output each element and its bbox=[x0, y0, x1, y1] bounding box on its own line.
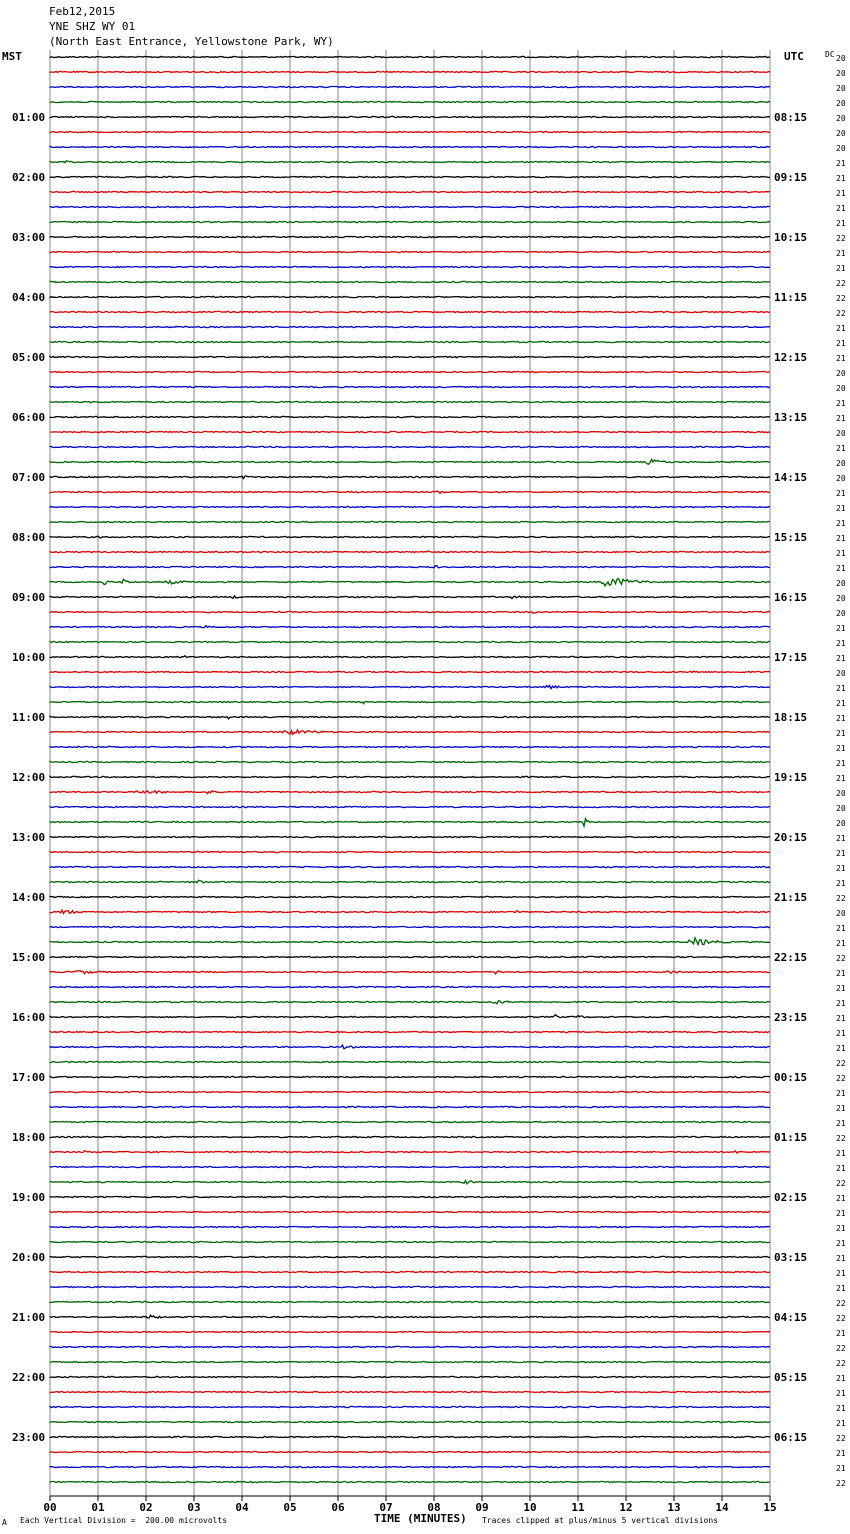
seismic-trace bbox=[50, 266, 770, 267]
seismic-trace bbox=[50, 176, 770, 177]
seismic-trace bbox=[50, 551, 770, 553]
dc-offset-label: 21 bbox=[836, 759, 846, 768]
seismic-trace bbox=[50, 311, 770, 312]
seismic-trace bbox=[50, 1045, 770, 1049]
seismic-trace bbox=[50, 1121, 770, 1122]
dc-offset-label: 21 bbox=[836, 1374, 846, 1383]
x-tick-label: 10 bbox=[523, 1501, 537, 1514]
dc-offset-label: 21 bbox=[836, 339, 846, 348]
seismic-trace bbox=[50, 1466, 770, 1467]
mst-hour-label: 01:00 bbox=[12, 111, 46, 124]
seismic-trace bbox=[50, 446, 770, 447]
mst-hour-label: 23:00 bbox=[12, 1431, 46, 1444]
seismic-trace bbox=[50, 1196, 770, 1197]
dc-offset-label: 22 bbox=[836, 954, 846, 963]
x-tick-label: 09 bbox=[475, 1501, 489, 1514]
mst-hour-label: 12:00 bbox=[12, 771, 46, 784]
seismic-trace bbox=[50, 101, 770, 102]
x-tick-label: 05 bbox=[283, 1501, 297, 1514]
seismic-trace bbox=[50, 626, 770, 628]
dc-offset-label: 21 bbox=[836, 879, 846, 888]
dc-offset-label: 22 bbox=[836, 894, 846, 903]
dc-offset-label: 22 bbox=[836, 1314, 846, 1323]
seismic-trace bbox=[50, 1361, 770, 1362]
dc-offset-label: 20 bbox=[836, 69, 846, 78]
dc-offset-label: 21 bbox=[836, 1419, 846, 1428]
dc-offset-label: 21 bbox=[836, 1119, 846, 1128]
seismic-trace bbox=[50, 880, 770, 883]
x-tick-label: 12 bbox=[619, 1501, 633, 1514]
seismic-trace bbox=[50, 1151, 770, 1154]
seismic-trace bbox=[50, 836, 770, 837]
utc-hour-label: 09:15 bbox=[774, 171, 808, 184]
seismic-trace bbox=[50, 596, 770, 599]
x-tick-label: 02 bbox=[139, 1501, 153, 1514]
dc-offset-label: 21 bbox=[836, 729, 846, 738]
mst-hour-label: 05:00 bbox=[12, 351, 46, 364]
dc-offset-label: 21 bbox=[836, 324, 846, 333]
seismic-trace bbox=[50, 116, 770, 117]
dc-offset-label: 20 bbox=[836, 909, 846, 918]
x-tick-label: 08 bbox=[427, 1501, 441, 1514]
seismic-trace bbox=[50, 938, 770, 945]
seismic-trace bbox=[50, 191, 770, 192]
mst-hour-label: 13:00 bbox=[12, 831, 46, 844]
seismic-trace bbox=[50, 776, 770, 777]
dc-offset-label: 20 bbox=[836, 594, 846, 603]
mst-hour-label: 15:00 bbox=[12, 951, 46, 964]
seismic-trace bbox=[50, 1286, 770, 1287]
dc-offset-label: 22 bbox=[836, 1299, 846, 1308]
mst-hour-label: 20:00 bbox=[12, 1251, 46, 1264]
seismic-trace bbox=[50, 356, 770, 357]
x-tick-label: 13 bbox=[667, 1501, 681, 1514]
seismic-trace bbox=[50, 956, 770, 957]
scale-note: Each Vertical Division = 200.00 microvolts bbox=[20, 1516, 228, 1525]
dc-offset-label: 21 bbox=[836, 654, 846, 663]
seismic-trace bbox=[50, 1241, 770, 1242]
dc-offset-label: 21 bbox=[836, 354, 846, 363]
seismic-trace bbox=[50, 761, 770, 762]
seismic-trace bbox=[50, 1015, 770, 1018]
dc-offset-label: 21 bbox=[836, 519, 846, 528]
dc-offset-label: 21 bbox=[836, 1269, 846, 1278]
utc-hour-label: 10:15 bbox=[774, 231, 808, 244]
seismic-trace bbox=[50, 896, 770, 897]
seismic-trace bbox=[50, 716, 770, 718]
x-tick-label: 00 bbox=[43, 1501, 57, 1514]
seismic-trace bbox=[50, 1271, 770, 1272]
seismic-trace bbox=[50, 641, 770, 642]
dc-offset-label: 21 bbox=[836, 714, 846, 723]
x-tick-label: 03 bbox=[187, 1501, 201, 1514]
utc-hour-label: 14:15 bbox=[774, 471, 808, 484]
seismic-trace bbox=[50, 791, 770, 794]
seismic-trace bbox=[50, 86, 770, 87]
dc-offset-label: 21 bbox=[836, 849, 846, 858]
dc-offset-label: 21 bbox=[836, 1104, 846, 1113]
seismic-trace bbox=[50, 1376, 770, 1377]
dc-offset-label: 21 bbox=[836, 1239, 846, 1248]
seismic-trace bbox=[50, 1076, 770, 1077]
utc-hour-label: 18:15 bbox=[774, 711, 808, 724]
dc-offset-label: 21 bbox=[836, 774, 846, 783]
utc-hour-label: 16:15 bbox=[774, 591, 808, 604]
dc-offset-label: 20 bbox=[836, 609, 846, 618]
seismic-trace bbox=[50, 71, 770, 72]
dc-offset-label: 20 bbox=[836, 384, 846, 393]
dc-offset-label: 21 bbox=[836, 399, 846, 408]
seismic-trace bbox=[50, 1301, 770, 1302]
dc-offset-label: 21 bbox=[836, 1389, 846, 1398]
seismic-trace bbox=[50, 1315, 770, 1318]
seismic-trace bbox=[50, 578, 770, 586]
dc-offset-label: 21 bbox=[836, 174, 846, 183]
seismic-trace bbox=[50, 1256, 770, 1257]
seismic-trace bbox=[50, 1331, 770, 1332]
dc-offset-label: 21 bbox=[836, 1464, 846, 1473]
seismic-trace bbox=[50, 746, 770, 747]
seismic-trace bbox=[50, 819, 770, 826]
dc-offset-label: 20 bbox=[836, 429, 846, 438]
seismic-trace bbox=[50, 251, 770, 252]
utc-hour-label: 00:15 bbox=[774, 1071, 808, 1084]
seismic-trace bbox=[50, 1436, 770, 1437]
seismic-trace bbox=[50, 611, 770, 613]
dc-offset-label: 22 bbox=[836, 1179, 846, 1188]
seismic-trace bbox=[50, 701, 770, 703]
utc-hour-label: 04:15 bbox=[774, 1311, 808, 1324]
seismic-trace bbox=[50, 341, 770, 342]
dc-offset-label: 21 bbox=[836, 564, 846, 573]
utc-hour-label: 20:15 bbox=[774, 831, 808, 844]
seismic-trace bbox=[50, 656, 770, 658]
dc-offset-label: 20 bbox=[836, 84, 846, 93]
mst-hour-label: 18:00 bbox=[12, 1131, 46, 1144]
utc-hour-label: 02:15 bbox=[774, 1191, 808, 1204]
dc-offset-label: 21 bbox=[836, 639, 846, 648]
dc-offset-label: 21 bbox=[836, 189, 846, 198]
dc-offset-label: 20 bbox=[836, 129, 846, 138]
dc-offset-label: 20 bbox=[836, 99, 846, 108]
dc-offset-label: 20 bbox=[836, 804, 846, 813]
dc-offset-label: 21 bbox=[836, 699, 846, 708]
seismic-trace bbox=[50, 146, 770, 147]
utc-hour-label: 23:15 bbox=[774, 1011, 808, 1024]
mst-hour-label: 14:00 bbox=[12, 891, 46, 904]
dc-header-label: DC bbox=[825, 50, 835, 59]
seismic-trace bbox=[50, 971, 770, 974]
seismic-trace bbox=[50, 236, 770, 237]
dc-offset-label: 21 bbox=[836, 999, 846, 1008]
dc-offset-label: 20 bbox=[836, 819, 846, 828]
dc-offset-label: 22 bbox=[836, 1059, 846, 1068]
dc-offset-label: 21 bbox=[836, 534, 846, 543]
seismic-trace bbox=[50, 401, 770, 402]
dc-offset-label: 21 bbox=[836, 1209, 846, 1218]
dc-offset-label: 22 bbox=[836, 1074, 846, 1083]
dc-offset-label: 21 bbox=[836, 1284, 846, 1293]
seismic-trace bbox=[50, 1106, 770, 1107]
utc-hour-label: 06:15 bbox=[774, 1431, 808, 1444]
seismic-trace bbox=[50, 161, 770, 163]
dc-offset-label: 21 bbox=[836, 864, 846, 873]
utc-hour-label: 13:15 bbox=[774, 411, 808, 424]
dc-offset-label: 21 bbox=[836, 219, 846, 228]
mst-hour-label: 11:00 bbox=[12, 711, 46, 724]
dc-offset-label: 20 bbox=[836, 474, 846, 483]
dc-offset-label: 22 bbox=[836, 1434, 846, 1443]
dc-offset-label: 21 bbox=[836, 1149, 846, 1158]
utc-hour-label: 03:15 bbox=[774, 1251, 808, 1264]
seismic-trace bbox=[50, 476, 770, 479]
seismic-trace bbox=[50, 1451, 770, 1452]
seismic-trace bbox=[50, 685, 770, 688]
dc-offset-label: 21 bbox=[836, 1224, 846, 1233]
dc-offset-label: 22 bbox=[836, 1479, 846, 1488]
seismic-trace bbox=[50, 1061, 770, 1062]
seismic-trace bbox=[50, 431, 770, 432]
dc-offset-label: 22 bbox=[836, 309, 846, 318]
dc-offset-label: 21 bbox=[836, 984, 846, 993]
seismic-trace bbox=[50, 1001, 770, 1004]
dc-offset-label: 21 bbox=[836, 444, 846, 453]
dc-offset-label: 20 bbox=[836, 144, 846, 153]
dc-offset-label: 21 bbox=[836, 249, 846, 258]
corner-mark: A bbox=[2, 1518, 7, 1527]
utc-hour-label: 17:15 bbox=[774, 651, 808, 664]
dc-offset-label: 21 bbox=[836, 159, 846, 168]
seismic-trace bbox=[50, 986, 770, 987]
seismic-trace bbox=[50, 671, 770, 673]
mst-hour-label: 21:00 bbox=[12, 1311, 46, 1324]
x-axis-title: TIME (MINUTES) bbox=[374, 1512, 467, 1525]
x-tick-label: 06 bbox=[331, 1501, 345, 1514]
seismic-trace bbox=[50, 221, 770, 222]
mst-hour-label: 10:00 bbox=[12, 651, 46, 664]
dc-offset-label: 21 bbox=[836, 1194, 846, 1203]
mst-hour-label: 08:00 bbox=[12, 531, 46, 544]
dc-offset-label: 20 bbox=[836, 579, 846, 588]
dc-offset-label: 21 bbox=[836, 414, 846, 423]
seismic-trace bbox=[50, 1181, 770, 1184]
dc-offset-label: 22 bbox=[836, 1134, 846, 1143]
station-location: (North East Entrance, Yellowstone Park, WY) bbox=[49, 35, 334, 48]
utc-hour-label: 12:15 bbox=[774, 351, 808, 364]
dc-offset-label: 21 bbox=[836, 1329, 846, 1338]
utc-hour-label: 08:15 bbox=[774, 111, 808, 124]
seismic-trace bbox=[50, 1166, 770, 1167]
utc-hour-label: 01:15 bbox=[774, 1131, 808, 1144]
dc-offset-label: 21 bbox=[836, 1164, 846, 1173]
dc-offset-label: 21 bbox=[836, 204, 846, 213]
dc-offset-label: 21 bbox=[836, 504, 846, 513]
dc-offset-label: 21 bbox=[836, 939, 846, 948]
mst-hour-label: 19:00 bbox=[12, 1191, 46, 1204]
seismic-trace bbox=[50, 1091, 770, 1092]
dc-offset-label: 20 bbox=[836, 114, 846, 123]
seismic-trace bbox=[50, 131, 770, 132]
seismic-trace bbox=[50, 1481, 770, 1482]
mst-hour-label: 04:00 bbox=[12, 291, 46, 304]
mst-hour-label: 07:00 bbox=[12, 471, 46, 484]
seismic-trace bbox=[50, 926, 770, 927]
mst-hour-label: 22:00 bbox=[12, 1371, 46, 1384]
dc-offset-label: 21 bbox=[836, 1404, 846, 1413]
dc-offset-label: 21 bbox=[836, 264, 846, 273]
dc-offset-label: 20 bbox=[836, 369, 846, 378]
x-tick-label: 04 bbox=[235, 1501, 249, 1514]
utc-hour-label: 05:15 bbox=[774, 1371, 808, 1384]
seismic-trace bbox=[50, 1346, 770, 1347]
x-tick-label: 15 bbox=[763, 1501, 777, 1514]
dc-offset-label: 20 bbox=[836, 459, 846, 468]
plot-date: Feb12,2015 bbox=[49, 5, 116, 18]
mst-hour-label: 06:00 bbox=[12, 411, 46, 424]
mst-hour-label: 02:00 bbox=[12, 171, 46, 184]
right-axis-label: UTC bbox=[784, 50, 804, 63]
dc-offset-label: 21 bbox=[836, 489, 846, 498]
dc-offset-label: 21 bbox=[836, 969, 846, 978]
seismic-trace bbox=[50, 326, 770, 327]
seismic-trace bbox=[50, 806, 770, 807]
seismic-trace bbox=[50, 1226, 770, 1227]
seismic-trace bbox=[50, 730, 770, 735]
seismic-trace bbox=[50, 281, 770, 282]
mst-hour-label: 17:00 bbox=[12, 1071, 46, 1084]
clip-note: Traces clipped at plus/minus 5 vertical divisions bbox=[482, 1516, 719, 1525]
dc-offset-label: 21 bbox=[836, 1254, 846, 1263]
dc-offset-label: 21 bbox=[836, 1449, 846, 1458]
seismic-trace bbox=[50, 1391, 770, 1392]
dc-offset-label: 22 bbox=[836, 1344, 846, 1353]
seismic-trace bbox=[50, 566, 770, 568]
utc-hour-label: 21:15 bbox=[774, 891, 808, 904]
seismic-trace bbox=[50, 506, 770, 507]
x-tick-label: 14 bbox=[715, 1501, 729, 1514]
seismic-trace bbox=[50, 459, 770, 464]
seismic-trace bbox=[50, 910, 770, 913]
dc-offset-label: 21 bbox=[836, 1044, 846, 1053]
dc-offset-label: 21 bbox=[836, 744, 846, 753]
dc-offset-label: 21 bbox=[836, 549, 846, 558]
dc-offset-label: 21 bbox=[836, 684, 846, 693]
dc-offset-label: 21 bbox=[836, 1089, 846, 1098]
seismic-trace bbox=[50, 521, 770, 522]
left-axis-label: MST bbox=[2, 50, 22, 63]
seismic-trace bbox=[50, 1406, 770, 1407]
dc-offset-label: 21 bbox=[836, 624, 846, 633]
seismic-trace bbox=[50, 536, 770, 538]
dc-offset-label: 22 bbox=[836, 234, 846, 243]
dc-offset-label: 22 bbox=[836, 294, 846, 303]
utc-hour-label: 22:15 bbox=[774, 951, 808, 964]
mst-hour-label: 16:00 bbox=[12, 1011, 46, 1024]
seismic-trace bbox=[50, 1421, 770, 1422]
seismic-trace bbox=[50, 56, 770, 57]
x-tick-label: 11 bbox=[571, 1501, 585, 1514]
seismic-trace bbox=[50, 866, 770, 867]
dc-offset-label: 21 bbox=[836, 924, 846, 933]
dc-offset-label: 20 bbox=[836, 54, 846, 63]
utc-hour-label: 11:15 bbox=[774, 291, 808, 304]
dc-offset-label: 22 bbox=[836, 279, 846, 288]
seismic-trace bbox=[50, 371, 770, 372]
station-code: YNE SHZ WY 01 bbox=[49, 20, 136, 33]
dc-offset-label: 21 bbox=[836, 1014, 846, 1023]
mst-hour-label: 09:00 bbox=[12, 591, 46, 604]
mst-hour-label: 03:00 bbox=[12, 231, 46, 244]
seismic-trace bbox=[50, 1136, 770, 1137]
dc-offset-label: 20 bbox=[836, 669, 846, 678]
dc-offset-label: 21 bbox=[836, 1029, 846, 1038]
dc-offset-label: 20 bbox=[836, 789, 846, 798]
dc-offset-label: 21 bbox=[836, 834, 846, 843]
seismic-trace bbox=[50, 1031, 770, 1032]
seismic-trace bbox=[50, 206, 770, 207]
seismic-trace bbox=[50, 416, 770, 417]
seismic-trace bbox=[50, 386, 770, 387]
seismic-trace bbox=[50, 296, 770, 297]
x-tick-label: 01 bbox=[91, 1501, 105, 1514]
utc-hour-label: 19:15 bbox=[774, 771, 808, 784]
seismic-trace bbox=[50, 1211, 770, 1212]
seismic-trace bbox=[50, 851, 770, 852]
dc-offset-label: 22 bbox=[836, 1359, 846, 1368]
x-tick-label: 07 bbox=[379, 1501, 393, 1514]
utc-hour-label: 15:15 bbox=[774, 531, 808, 544]
seismic-trace bbox=[50, 491, 770, 493]
